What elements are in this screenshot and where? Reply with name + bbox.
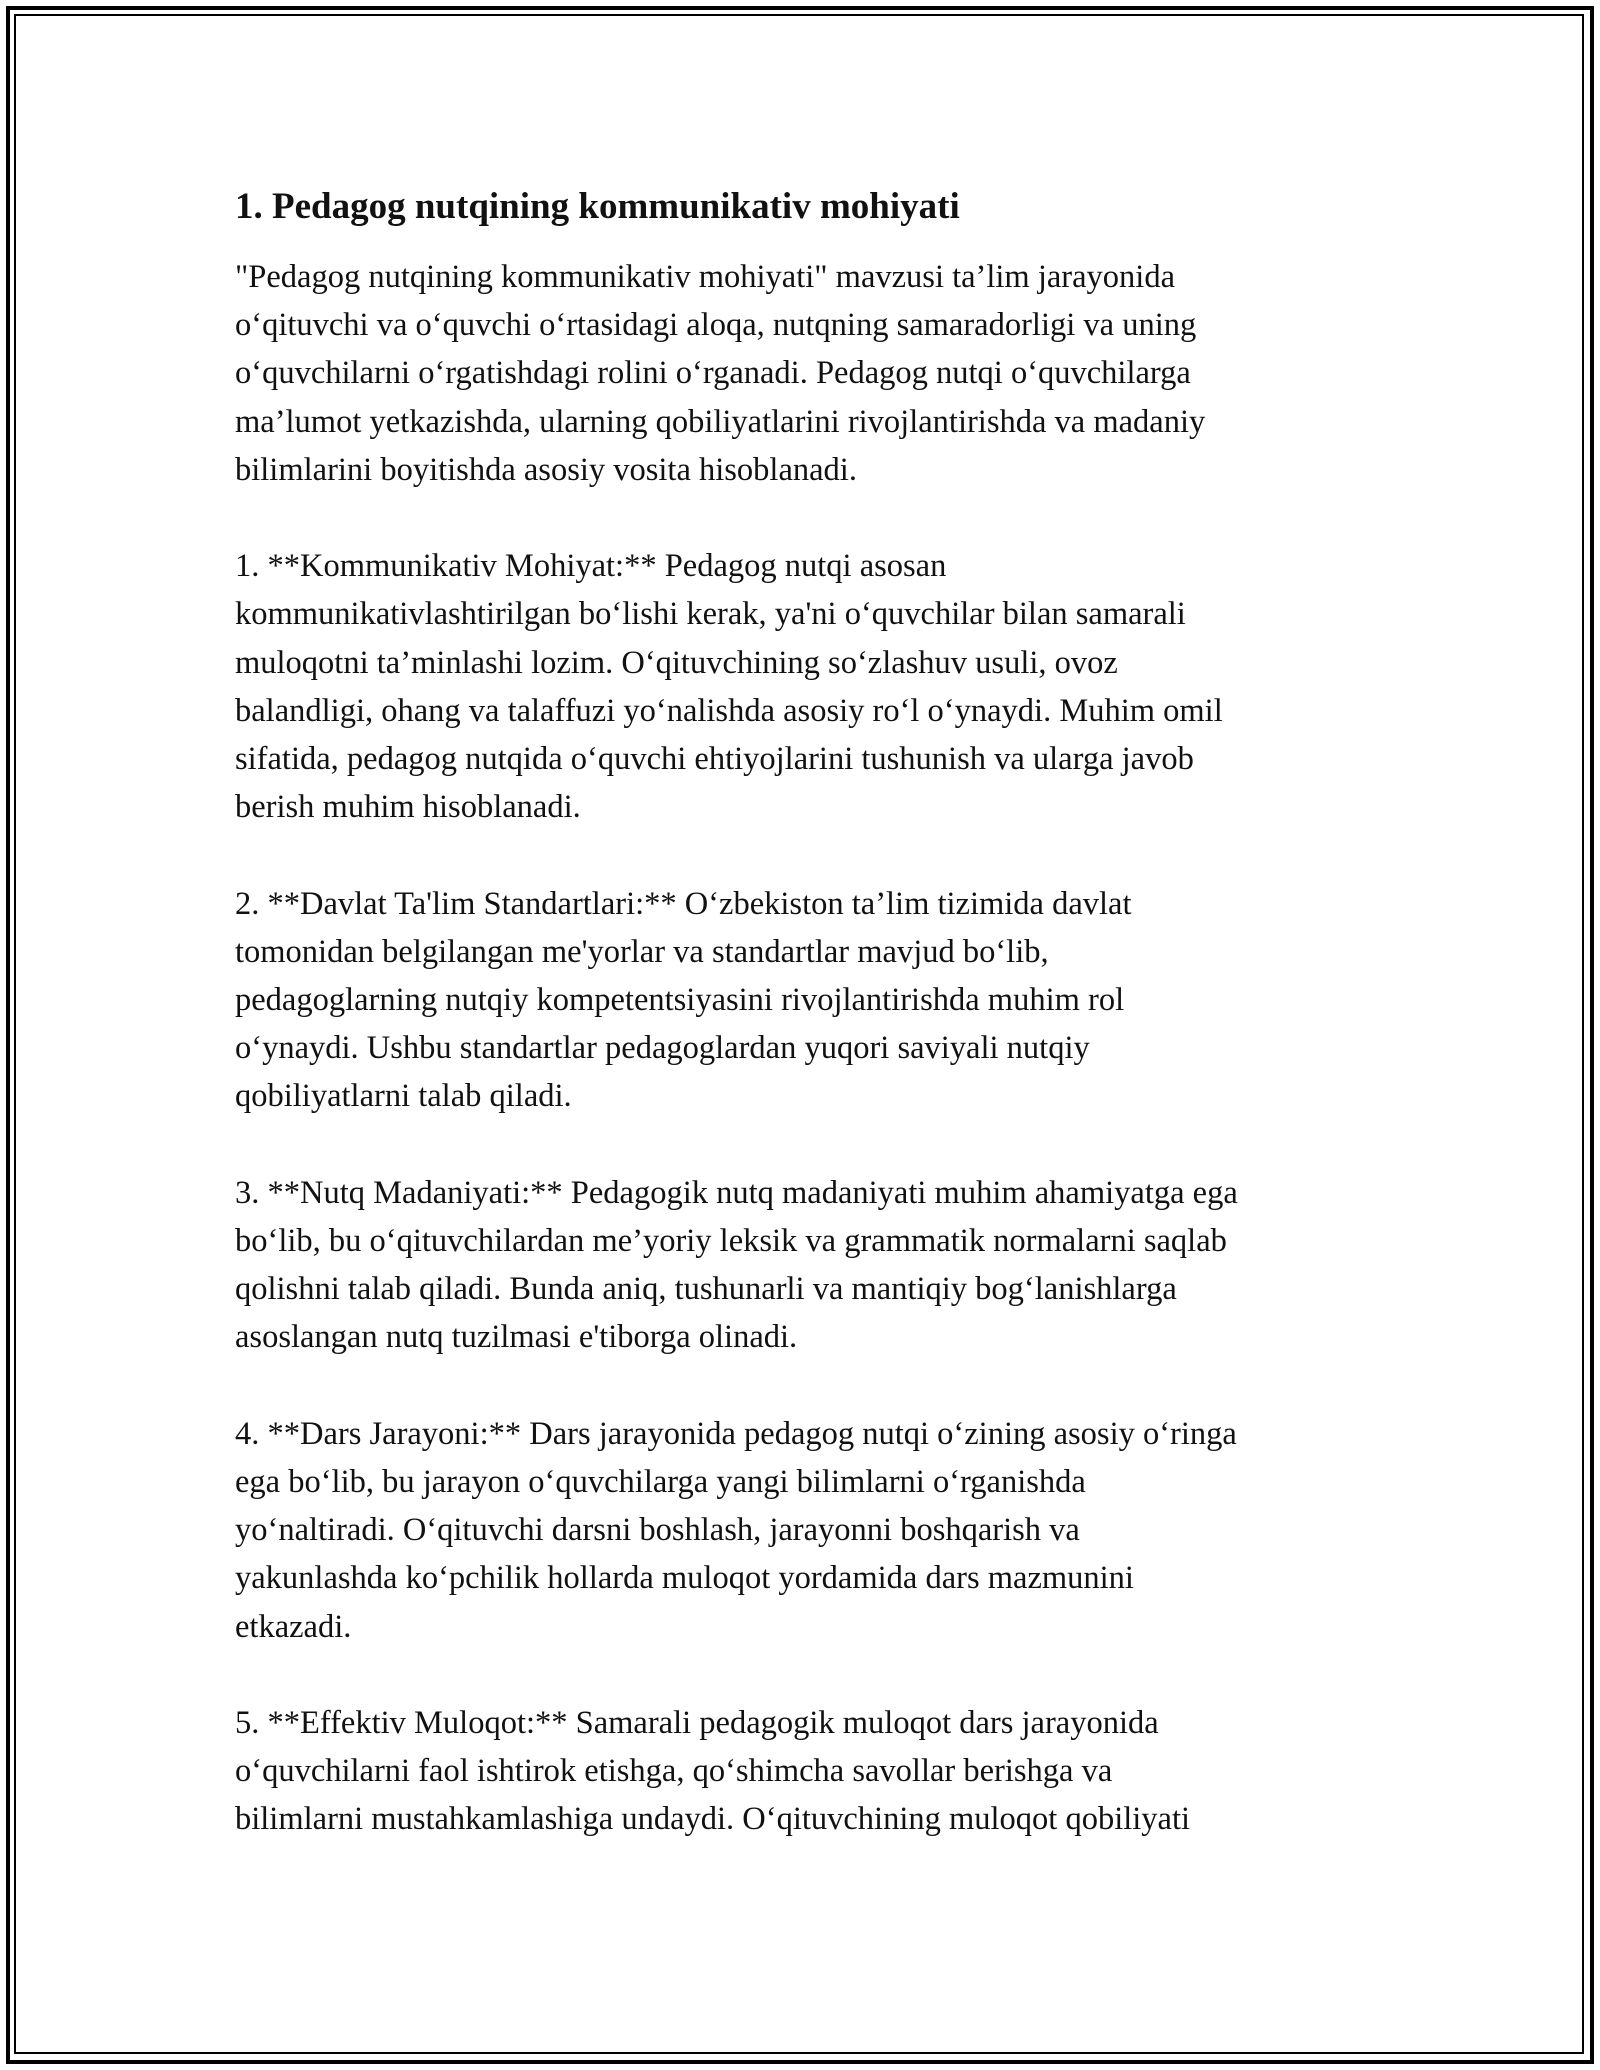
intro-paragraph: "Pedagog nutqining kommunikativ mohiyati" mavzusi ta’lim jarayonida o‘qituvchi va o‘quvchi o‘rtasidagi aloqa, nutqning samaradorligi va uning o‘quvchilarni o‘rgatishdagi rolini o‘rganadi. Pedagog nutqi o‘quvchilarga ma’lumot yetkazishda, ularning qobiliyatlarini rivojlantirishda va madaniy bilimlarini boyitishda asosiy vosita hisoblanadi. [235,259,1206,488]
paragraph-effektiv-muloqot: 5. **Effektiv Muloqot:** Samarali pedagogik muloqot dars jarayonida o‘quvchilarni faol ishtirok etishga, qo‘shimcha savollar berishga va bilimlarni mustahkamlashiga undaydi. O‘qituvchining muloqot qobiliyati [235,1705,1191,1838]
paragraph-nutq-madaniyati: 3. **Nutq Madaniyati:** Pedagogik nutq madaniyati muhim ahamiyatga ega bo‘lib, bu o‘qituvchilardan me’yoriy leksik va grammatik normalarni saqlab qolishni talab qiladi. Bunda aniq, tushunarli va mantiqiy bog‘lanishlarga asoslangan nutq tuzilmasi e'tiborga olinadi. [235,1174,1238,1356]
paragraph-kommunikativ-mohiyat: 1. **Kommunikativ Mohiyat:** Pedagog nutqi asosan kommunikativlashtirilgan bo‘lishi kerak, ya'ni o‘quvchilar bilan samarali muloqotni ta’minlashi lozim. O‘qituvchining so‘zlashuv usuli, ovoz balandligi, ohang va talaffuzi yo‘nalishda asosiy ro‘l o‘ynaydi. Muhim omil sifatida, pedagog nutqida o‘quvchi ehtiyojlarini tushunish va ularga javob berish muhim hisoblanadi. [235,548,1223,826]
document-title: 1. Pedagog nutqining kommunikativ mohiyati [235,186,960,227]
paragraph-dars-jarayoni: 4. **Dars Jarayoni:** Dars jarayonida pedagog nutqi o‘zining asosiy o‘ringa ega bo‘lib, bu jarayon o‘quvchilarga yangi bilimlarni o‘rganishda yo‘naltiradi. O‘qituvchi darsni boshlash, jarayonni boshqarish va yakunlashda ko‘pchilik hollarda muloqot yordamida dars mazmunini etkazadi. [235,1415,1237,1645]
paragraph-davlat-talim-standartlari: 2. **Davlat Ta'lim Standartlari:** O‘zbekiston ta’lim tizimida davlat tomonidan belgilangan me'yorlar va standartlar mavjud bo‘lib, pedagoglarning nutqiy kompetentsiyasini rivojlantirishda muhim rol o‘ynaydi. Ushbu standartlar pedagoglardan yuqori saviyali nutqiy qobiliyatlarni talab qiladi. [235,885,1132,1115]
document-body [235,183,1380,1892]
